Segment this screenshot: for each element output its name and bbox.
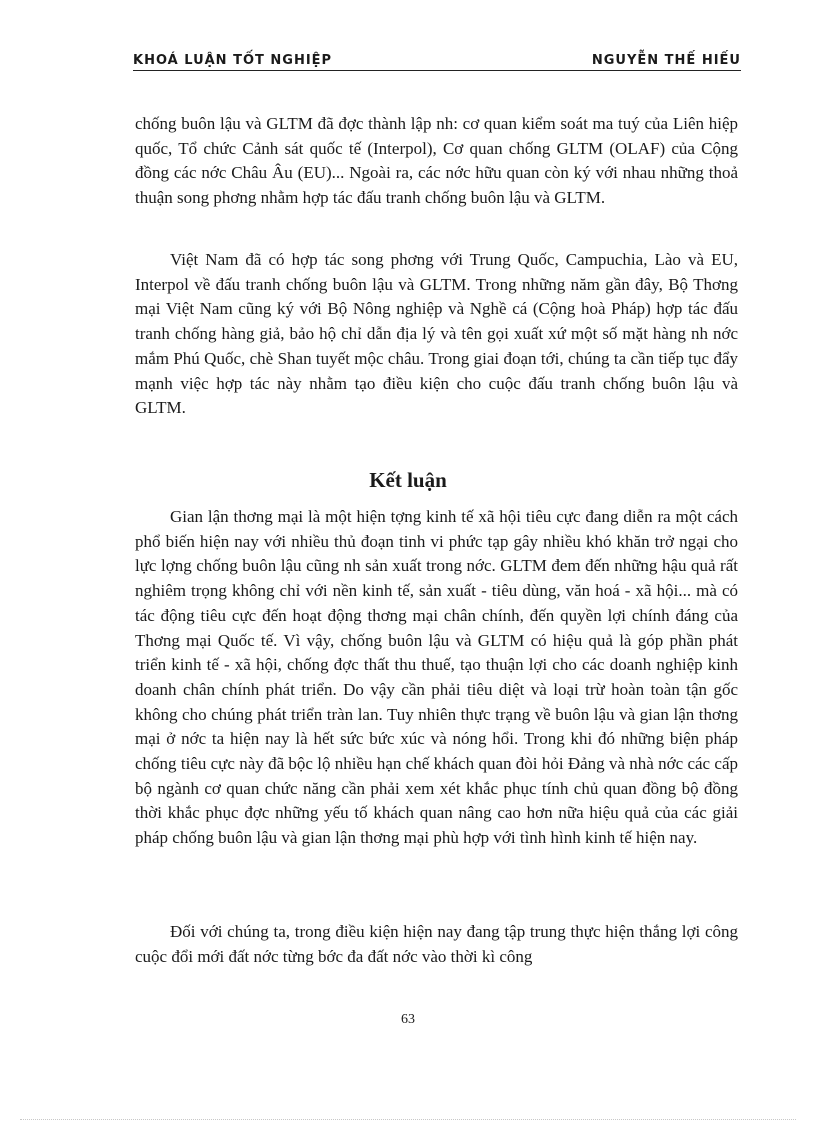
body-paragraph [135,920,738,969]
page-number: 63 [401,1012,415,1027]
body-paragraph [135,248,738,421]
conclusion-paragraph: Đối với chúng ta, trong điều kiện hiện nay đang tập trung thực hiện thắng lợi công cuộc đổi mới đất nớc từng bớc đa đất nớc vào thời kì công [135,922,738,966]
page-bottom-divider [20,1119,796,1120]
header-thesis-title: KHOÁ LUẬN TỐT NGHIỆP [133,53,333,68]
body-paragraph [135,505,738,851]
conclusion-paragraph: Gian lận thơng mại là một hiện tợng kinh tế xã hội tiêu cực đang diễn ra một cách phổ biến hiện nay với nhiều thủ đoạn tinh vi phức tạp gây nhiều khó khăn trở ngại cho lực lợng chống buôn lậu cũng nh sản xuất trong nớc. GLTM đem đến những hậu quả rất nghiêm trọng không chỉ với nền kinh tế, sản xuất - tiêu dùng, văn hoá - xã hội... mà có tác động tiêu cực đến hoạt động thơng mại chân chính, đến quyền lợi chính đáng của Thơng mại Quốc tế. Vì vậy, chống buôn lậu và GLTM có hiệu quả là góp phần phát triển kinh tế - xã hội, chống đợc thất thu thuế, tạo thuận lợi cho các doanh nghiệp kinh doanh chân chính phát triển. Do vậy cần phải tiêu diệt và loại trừ hoàn toàn tận gốc không cho chúng phát triển tràn lan. Tuy nhiên thực trạng về buôn lậu và gian lận thơng mại ở nớc ta hiện nay là hết sức bức xúc và nóng hổi. Trong khi đó những biện pháp chống tiêu cực này đã bộc lộ nhiều hạn chế khách quan đòi hỏi Đảng và nhà nớc các cấp bộ ngành cơ quan chức năng cần phải xem xét khắc phục tính chủ quan đồng bộ đồng thời khắc phục đợc những yếu tố khách quan nâng cao hơn nữa hiệu quả của các giải pháp chống buôn lậu và gian lận thơng mại phù hợp với tình hình kinh tế hiện nay. [135,507,738,848]
paragraph-continuation: chống buôn lậu và GLTM đã đợc thành lập nh: cơ quan kiểm soát ma tuý của Liên hiệp quốc, Tổ chức Cảnh sát quốc tế (Interpol), Cơ quan chống GLTM (OLAF) của Cộng đồng các nớc Châu Âu (EU)... Ngoài ra, các nớc hữu quan còn ký với nhau những thoả thuận song phơng nhằm hợp tác đấu tranh chống buôn lậu và GLTM. [135,114,738,208]
body-paragraph [135,112,738,211]
header-author-name: NGUYỄN THẾ HIẾU [591,53,741,68]
section-title: Kết luận [369,468,447,492]
running-header [133,52,741,71]
paragraph-vietnam-cooperation: Việt Nam đã có hợp tác song phơng với Trung Quốc, Campuchia, Lào và EU, Interpol về đấu tranh chống buôn lậu và GLTM. Trong những năm gần đây, Bộ Thơng mại Việt Nam cũng ký với Bộ Nông nghiệp và Nghề cá (Cộng hoà Pháp) hợp tác đấu tranh chống hàng giả, bảo hộ chỉ dẫn địa lý và tên gọi xuất xứ một số mặt hàng nh nớc mắm Phú Quốc, chè Shan tuyết mộc châu. Trong giai đoạn tới, chúng ta cần tiếp tục đẩy mạnh việc hợp tác này nhằm tạo điều kiện cho cuộc đấu tranh chống buôn lậu và GLTM. [135,250,738,418]
